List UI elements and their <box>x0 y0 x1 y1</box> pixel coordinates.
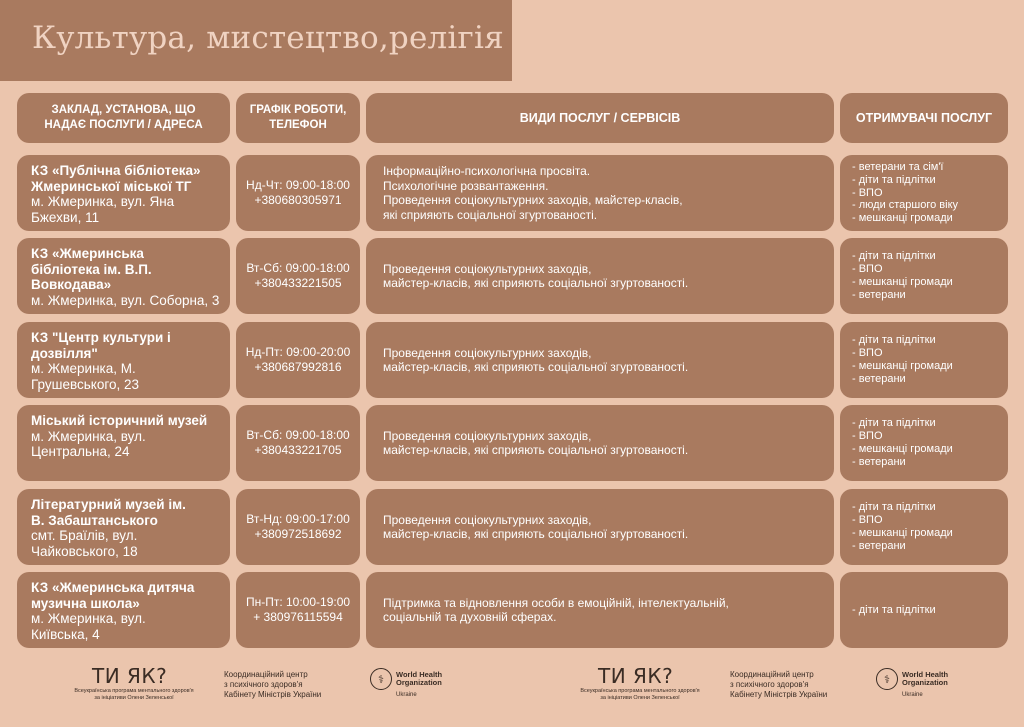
institution-address: м. Жмеринка, вул. Центральна, 24 <box>31 428 146 459</box>
table-row-2-recipients <box>840 238 1008 314</box>
coord-line: з психічного здоров'я <box>730 680 809 689</box>
institution-name: Міський історичний музей <box>31 413 208 428</box>
recipient-item: - ветерани <box>852 455 906 468</box>
recipient-item: - діти та підлітки <box>852 603 936 616</box>
table-row-6-services <box>366 572 834 648</box>
work-hours: Пн-Пт: 10:00-19:00 <box>245 595 351 609</box>
table-row-5-services <box>366 489 834 565</box>
recipient-item: - ВПО <box>852 514 883 527</box>
phone-number: +380433221505 <box>254 276 342 290</box>
who-logo <box>370 668 442 690</box>
who-logo-text <box>396 671 442 687</box>
header-schedule-label: ГРАФІК РОБОТИ, ТЕЛЕФОН <box>249 104 347 131</box>
recipient-item: - мешканці громади <box>852 212 953 225</box>
recipient-item: - мешканці громади <box>852 443 953 455</box>
phone-number: + 380976115594 <box>253 610 343 624</box>
institution-address: м. Жмеринка, вул. Соборна, 3 <box>31 292 220 308</box>
recipient-item: - ВПО <box>852 347 883 360</box>
coordination-center-text <box>730 670 827 700</box>
table-row-1-recipients <box>840 155 1008 231</box>
institution-address: м. Жмеринка, М. Грушевського, 23 <box>31 361 140 392</box>
services-text: Підтримка та відновлення особи в емоційній, інтелектуальній, соціальній та духовній сферах. <box>383 595 729 624</box>
who-line: Organization <box>902 678 948 687</box>
who-logo-text <box>902 671 948 687</box>
recipient-item: - діти та підлітки <box>852 417 936 430</box>
table-row-4-institution <box>17 405 230 481</box>
institution-address: м. Жмеринка, вул. Яна Бжехви, 11 <box>31 194 175 225</box>
table-row-1-schedule <box>236 155 360 231</box>
recipient-item: - мешканці громади <box>852 527 953 539</box>
header-institution-label: ЗАКЛАД, УСТАНОВА, ЩО НАДАЄ ПОСЛУГИ / АДРЕСА <box>44 104 203 131</box>
table-row-5-recipients <box>840 489 1008 565</box>
work-hours: Вт-Сб: 09:00-18:00 <box>246 261 350 275</box>
recipient-item: - діти та підлітки <box>852 334 936 347</box>
tiak-logo: ТИ ЯК? <box>92 664 168 688</box>
table-row-1-institution <box>17 155 230 231</box>
recipient-item: - ВПО <box>852 186 883 199</box>
coord-line: Координаційний центр <box>224 670 308 679</box>
recipient-item: - мешканці громади <box>852 276 953 288</box>
institution-name: Літературний музей ім. В. Забаштанського <box>31 497 186 528</box>
table-row-2-schedule <box>236 238 360 314</box>
table-row-3-institution <box>17 322 230 398</box>
who-emblem-icon: ⚕ <box>876 668 898 690</box>
work-hours: Нд-Пт: 09:00-20:00 <box>245 345 351 359</box>
tiak-logo: ТИ ЯК? <box>598 664 674 688</box>
tiak-logo-subtitle: Всеукраїнська програма ментального здоров'я за ініціативи Олени Зеленської <box>74 688 194 701</box>
who-country: Ukraine <box>902 692 923 698</box>
header-schedule <box>236 93 360 143</box>
header-services <box>366 93 834 143</box>
table-row-2-services <box>366 238 834 314</box>
services-text: Проведення соціокультурних заходів, майстер-класів, які сприяють соціальної згуртованості. <box>383 512 689 541</box>
header-institution <box>17 93 230 143</box>
coord-line: Координаційний центр <box>730 670 814 679</box>
recipient-item: - люди старшого віку <box>852 199 959 212</box>
recipient-item: - ветерани <box>852 539 906 552</box>
table-row-3-schedule <box>236 322 360 398</box>
table-row-6-schedule <box>236 572 360 648</box>
phone-number: +380433221705 <box>254 443 342 457</box>
phone-number: +380972518692 <box>254 527 342 541</box>
who-line: World Health <box>396 670 443 679</box>
coord-line: Кабінету Міністрів України <box>224 690 322 699</box>
services-text: Інформаційно-психологічна просвіта. Психологічне розвантаження. Проведення соціокультурних заходів, майстер-класів, які сприяють соціальної згуртованості. <box>383 164 683 222</box>
institution-name: КЗ «Публічна бібліотека» Жмеринської міської ТГ <box>31 163 201 194</box>
tiak-logo-subtitle: Всеукраїнська програма ментального здоров'я за ініціативи Олени Зеленської <box>580 688 700 701</box>
header-services-label: ВИДИ ПОСЛУГ / СЕРВІСІВ <box>519 110 681 125</box>
table-row-6-institution <box>17 572 230 648</box>
recipient-item: - ветерани <box>852 288 906 301</box>
header-recipients <box>840 93 1008 143</box>
institution-address: смт. Браїлів, вул. Чайковського, 18 <box>31 528 138 559</box>
who-line: Organization <box>396 678 442 687</box>
table-row-6-recipients <box>840 572 1008 648</box>
recipient-item: - ветерани <box>852 372 906 385</box>
work-hours: Вт-Нд: 09:00-17:00 <box>246 512 350 526</box>
recipient-item: - ВПО <box>852 430 883 443</box>
institution-name: КЗ «Жмеринська бібліотека ім. В.П. Вовкодава» <box>31 246 152 292</box>
recipient-item: - діти та підлітки <box>852 173 936 186</box>
coord-line: Кабінету Міністрів України <box>730 690 828 699</box>
who-line: World Health <box>902 670 949 679</box>
table-row-4-services <box>366 405 834 481</box>
title-banner <box>0 0 512 81</box>
who-logo <box>876 668 948 690</box>
coord-line: з психічного здоров'я <box>224 680 303 689</box>
coordination-center-text <box>224 670 321 700</box>
table-row-5-schedule <box>236 489 360 565</box>
phone-number: +380687992816 <box>254 360 342 374</box>
who-emblem-icon: ⚕ <box>370 668 392 690</box>
who-country: Ukraine <box>396 692 417 698</box>
recipient-item: - ВПО <box>852 263 883 276</box>
services-text: Проведення соціокультурних заходів, майстер-класів, які сприяють соціальної згуртованості. <box>383 261 689 290</box>
services-text: Проведення соціокультурних заходів, майстер-класів, які сприяють соціальної згуртованості. <box>383 428 689 457</box>
institution-name: КЗ "Центр культури і дозвілля" <box>31 330 171 361</box>
table-row-4-schedule <box>236 405 360 481</box>
recipient-item: - ветерани та сім'ї <box>852 161 944 173</box>
table-row-3-recipients <box>840 322 1008 398</box>
table-row-5-institution <box>17 489 230 565</box>
table-row-3-services <box>366 322 834 398</box>
phone-number: +380680305971 <box>254 193 342 207</box>
services-text: Проведення соціокультурних заходів, майстер-класів, які сприяють соціальної згуртованості. <box>383 345 689 374</box>
table-row-4-recipients <box>840 405 1008 481</box>
header-recipients-label: ОТРИМУВАЧІ ПОСЛУГ <box>855 110 993 125</box>
work-hours: Вт-Сб: 09:00-18:00 <box>246 428 350 442</box>
recipient-item: - діти та підлітки <box>852 501 936 514</box>
institution-address: м. Жмеринка, вул. Київська, 4 <box>31 611 146 642</box>
recipient-item: - діти та підлітки <box>852 250 936 263</box>
work-hours: Нд-Чт: 09:00-18:00 <box>246 178 350 192</box>
institution-name: КЗ «Жмеринська дитяча музична школа» <box>31 580 195 611</box>
recipient-item: - мешканці громади <box>852 360 953 372</box>
table-row-1-services <box>366 155 834 231</box>
page-title: Культура, мистецтво,релігія <box>32 20 504 56</box>
table-row-2-institution <box>17 238 230 314</box>
